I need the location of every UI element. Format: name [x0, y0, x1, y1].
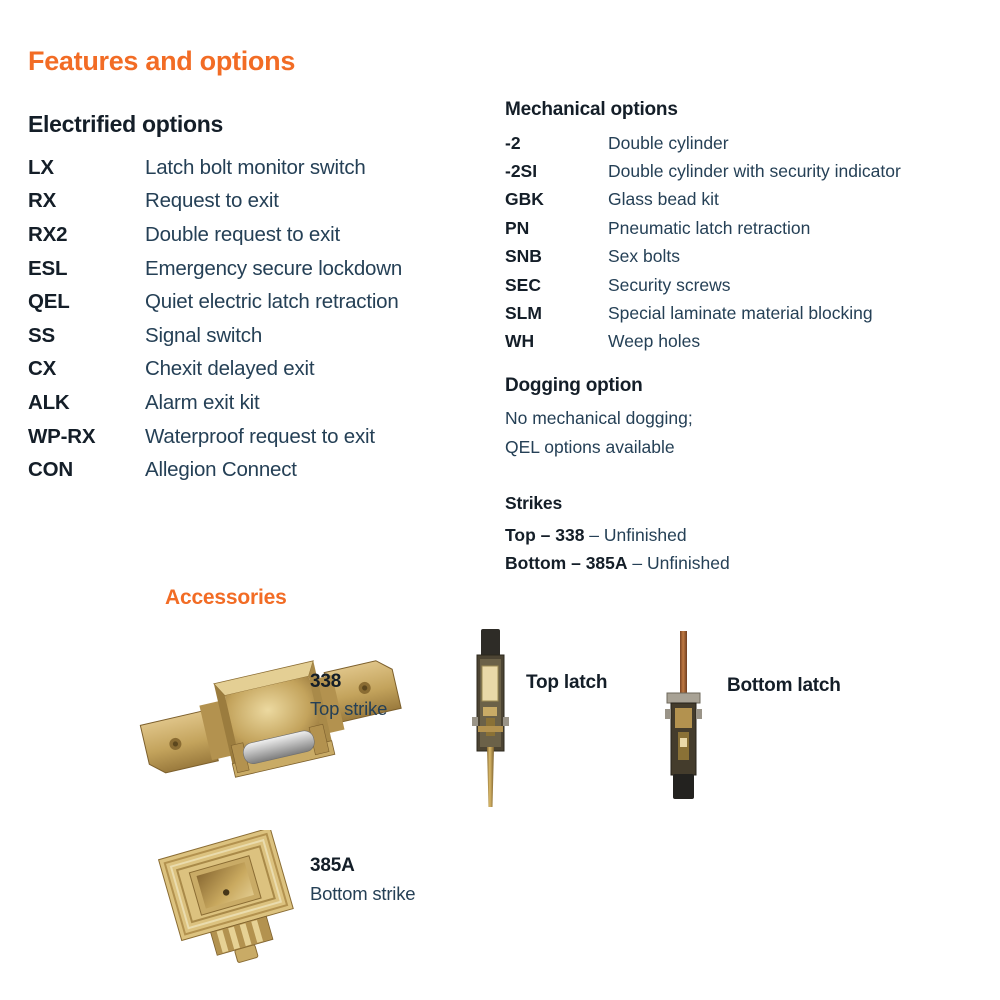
table-row: [28, 386, 498, 420]
option-code: SEC: [505, 274, 541, 295]
option-description: Pneumatic latch retraction: [608, 217, 811, 238]
strike-finish: – Unfinished: [584, 525, 687, 545]
option-code: CX: [28, 357, 57, 381]
option-description: Glass bead kit: [608, 189, 719, 210]
option-code: WP-RX: [28, 424, 96, 448]
option-code: SNB: [505, 246, 542, 267]
bottom-strike-name-label: Bottom strike: [310, 883, 416, 904]
option-description: Request to exit: [145, 189, 279, 213]
option-description: Weep holes: [608, 331, 701, 352]
table-row: [28, 353, 498, 387]
option-description: Emergency secure lockdown: [145, 256, 403, 280]
strike-model: Top – 338: [505, 525, 585, 545]
option-code: RX: [28, 189, 57, 213]
option-description: Latch bolt monitor switch: [145, 155, 366, 179]
table-row: [505, 299, 995, 327]
table-row: [505, 271, 995, 299]
option-description: Chexit delayed exit: [145, 357, 315, 381]
strike-finish: – Unfinished: [627, 553, 730, 573]
table-row: [28, 252, 498, 286]
top-strike-code-label: 338: [310, 671, 342, 692]
option-description: Waterproof request to exit: [145, 424, 375, 448]
table-row: [505, 157, 995, 185]
option-description: Sex bolts: [608, 246, 680, 267]
table-row: [505, 328, 995, 356]
strike-line: [505, 521, 730, 549]
top-latch-image: [469, 629, 511, 807]
option-code: GBK: [505, 189, 544, 210]
table-row: [505, 186, 995, 214]
option-code: SLM: [505, 303, 542, 324]
option-code: WH: [505, 331, 535, 352]
option-code: PN: [505, 217, 530, 238]
top-latch-label: Top latch: [526, 672, 608, 693]
bottom-strike-385a-image: [155, 830, 307, 964]
table-row: [28, 185, 498, 219]
option-code: QEL: [28, 290, 70, 314]
top-strike-name-label: Top strike: [310, 698, 388, 719]
option-description: Alarm exit kit: [145, 390, 260, 414]
option-code: RX2: [28, 222, 68, 246]
strike-line: [505, 549, 730, 577]
option-description: Allegion Connect: [145, 458, 297, 482]
option-code: -2: [505, 132, 521, 153]
bottom-latch-image: [661, 631, 705, 801]
option-code: SS: [28, 323, 55, 347]
accessories-heading: Accessories: [165, 586, 287, 609]
bottom-latch-label: Bottom latch: [727, 675, 841, 696]
bottom-strike-code-label: 385A: [310, 855, 355, 876]
table-row: [505, 214, 995, 242]
table-row: [28, 151, 498, 185]
option-code: ESL: [28, 256, 68, 280]
table-row: [28, 218, 498, 252]
strike-model: Bottom – 385A: [505, 553, 628, 573]
dogging-option-heading: Dogging option: [505, 375, 643, 396]
option-code: CON: [28, 458, 73, 482]
table-row: [28, 453, 498, 487]
electrified-options-table: [28, 151, 498, 487]
option-description: Special laminate material blocking: [608, 303, 873, 324]
electrified-options-heading: Electrified options: [28, 111, 223, 137]
option-code: ALK: [28, 390, 70, 414]
dogging-line: No mechanical dogging;: [505, 408, 693, 428]
option-description: Double request to exit: [145, 222, 341, 246]
option-description: Security screws: [608, 274, 731, 295]
table-row: [28, 420, 498, 454]
option-description: Signal switch: [145, 323, 263, 347]
mechanical-options-table: [505, 129, 995, 356]
table-row: [505, 129, 995, 157]
dogging-option-text: [505, 404, 693, 461]
strikes-heading: Strikes: [505, 493, 562, 513]
page-title: Features and options: [28, 46, 296, 76]
option-code: LX: [28, 155, 54, 179]
table-row: [28, 319, 498, 353]
table-row: [28, 285, 498, 319]
option-description: Quiet electric latch retraction: [145, 290, 399, 314]
option-code: -2SI: [505, 161, 538, 182]
option-description: Double cylinder: [608, 132, 729, 153]
dogging-line: QEL options available: [505, 436, 675, 457]
table-row: [505, 243, 995, 271]
mechanical-options-heading: Mechanical options: [505, 99, 678, 120]
option-description: Double cylinder with security indicator: [608, 161, 901, 182]
strikes-text: [505, 521, 730, 577]
